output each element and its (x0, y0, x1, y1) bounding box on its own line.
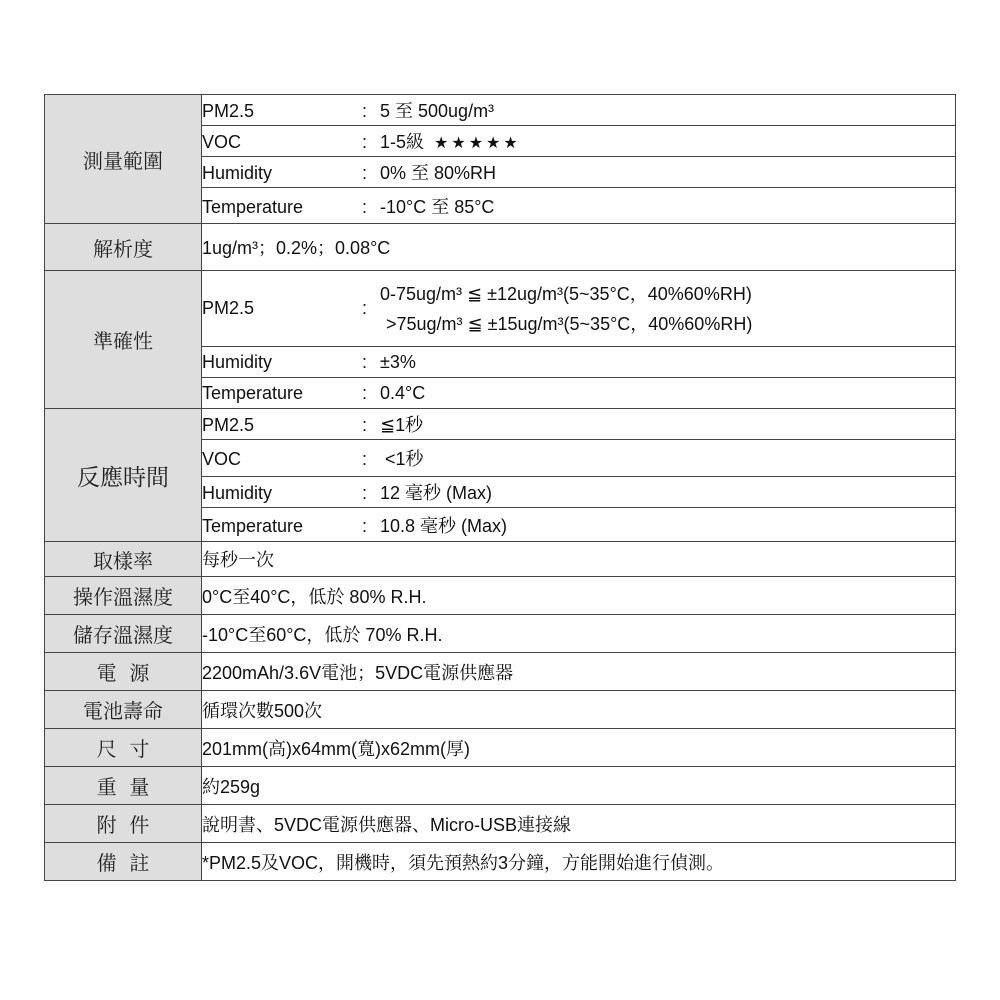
size-value: 201mm(高)x64mm(寬)x62mm(厚) (202, 729, 956, 767)
power-label: 電 源 (45, 653, 202, 691)
range-label: 測量範圍 (45, 95, 202, 224)
operating-env-value: 0°C至40°C，低於 80% R.H. (202, 577, 956, 615)
resolution-value: 1ug/m³；0.2%；0.08°C (202, 224, 956, 271)
remarks-label: 備 註 (45, 843, 202, 881)
size-label: 尺 寸 (45, 729, 202, 767)
table-row (45, 767, 956, 805)
weight-value: 約259g (202, 767, 956, 805)
star-rating-icon: ★★★★★ (434, 133, 521, 152)
resolution-label: 解析度 (45, 224, 202, 271)
accuracy-label: 準確性 (45, 271, 202, 409)
accuracy-pm25: PM2.5 : 0-75ug/m³ ≦ ±12ug/m³(5~35°C，40%60%RH) >75ug/m³ ≦ ±15ug/m³(5~35°C，40%60%RH) (202, 271, 956, 347)
sampling-value: 每秒一次 (202, 542, 956, 577)
response-humidity: Humidity : 12 毫秒 (Max) (202, 477, 956, 508)
accuracy-temperature: Temperature : 0.4°C (202, 378, 956, 409)
table-row (45, 691, 956, 729)
storage-env-value: -10°C至60°C，低於 70% R.H. (202, 615, 956, 653)
spec-table (44, 94, 956, 881)
range-temperature: Temperature : -10°C 至 85°C (202, 188, 956, 224)
response-pm25: PM2.5 : ≦1秒 (202, 409, 956, 440)
accuracy-pm25-line1: 0-75ug/m³ ≦ ±12ug/m³(5~35°C，40%60%RH) (380, 283, 752, 304)
accuracy-pm25-line2: >75ug/m³ ≦ ±15ug/m³(5~35°C，40%60%RH) (386, 313, 753, 334)
table-row (45, 653, 956, 691)
remarks-value: *PM2.5及VOC，開機時，須先預熱約3分鐘，方能開始進行偵測。 (202, 843, 956, 881)
response-label: 反應時間 (45, 409, 202, 542)
storage-env-label: 儲存溫濕度 (45, 615, 202, 653)
range-pm25: PM2.5 : 5 至 500ug/m³ (202, 95, 956, 126)
accessories-value: 說明書、5VDC電源供應器、Micro-USB連接線 (202, 805, 956, 843)
table-row (45, 577, 956, 615)
table-row (45, 224, 956, 271)
battery-life-value: 循環次數500次 (202, 691, 956, 729)
accessories-label: 附 件 (45, 805, 202, 843)
table-row (45, 805, 956, 843)
battery-life-label: 電池壽命 (45, 691, 202, 729)
table-row (45, 615, 956, 653)
table-row (45, 409, 956, 440)
response-temperature: Temperature : 10.8 毫秒 (Max) (202, 508, 956, 542)
operating-env-label: 操作溫濕度 (45, 577, 202, 615)
table-row (45, 271, 956, 347)
range-humidity: Humidity : 0% 至 80%RH (202, 157, 956, 188)
table-row (45, 729, 956, 767)
power-value: 2200mAh/3.6V電池；5VDC電源供應器 (202, 653, 956, 691)
table-row (45, 843, 956, 881)
table-row (45, 95, 956, 126)
table-row (45, 542, 956, 577)
accuracy-humidity: Humidity : ±3% (202, 347, 956, 378)
range-voc: VOC : 1-5級 ★★★★★ (202, 126, 956, 157)
response-voc: VOC : <1秒 (202, 440, 956, 477)
sampling-label: 取樣率 (45, 542, 202, 577)
weight-label: 重 量 (45, 767, 202, 805)
